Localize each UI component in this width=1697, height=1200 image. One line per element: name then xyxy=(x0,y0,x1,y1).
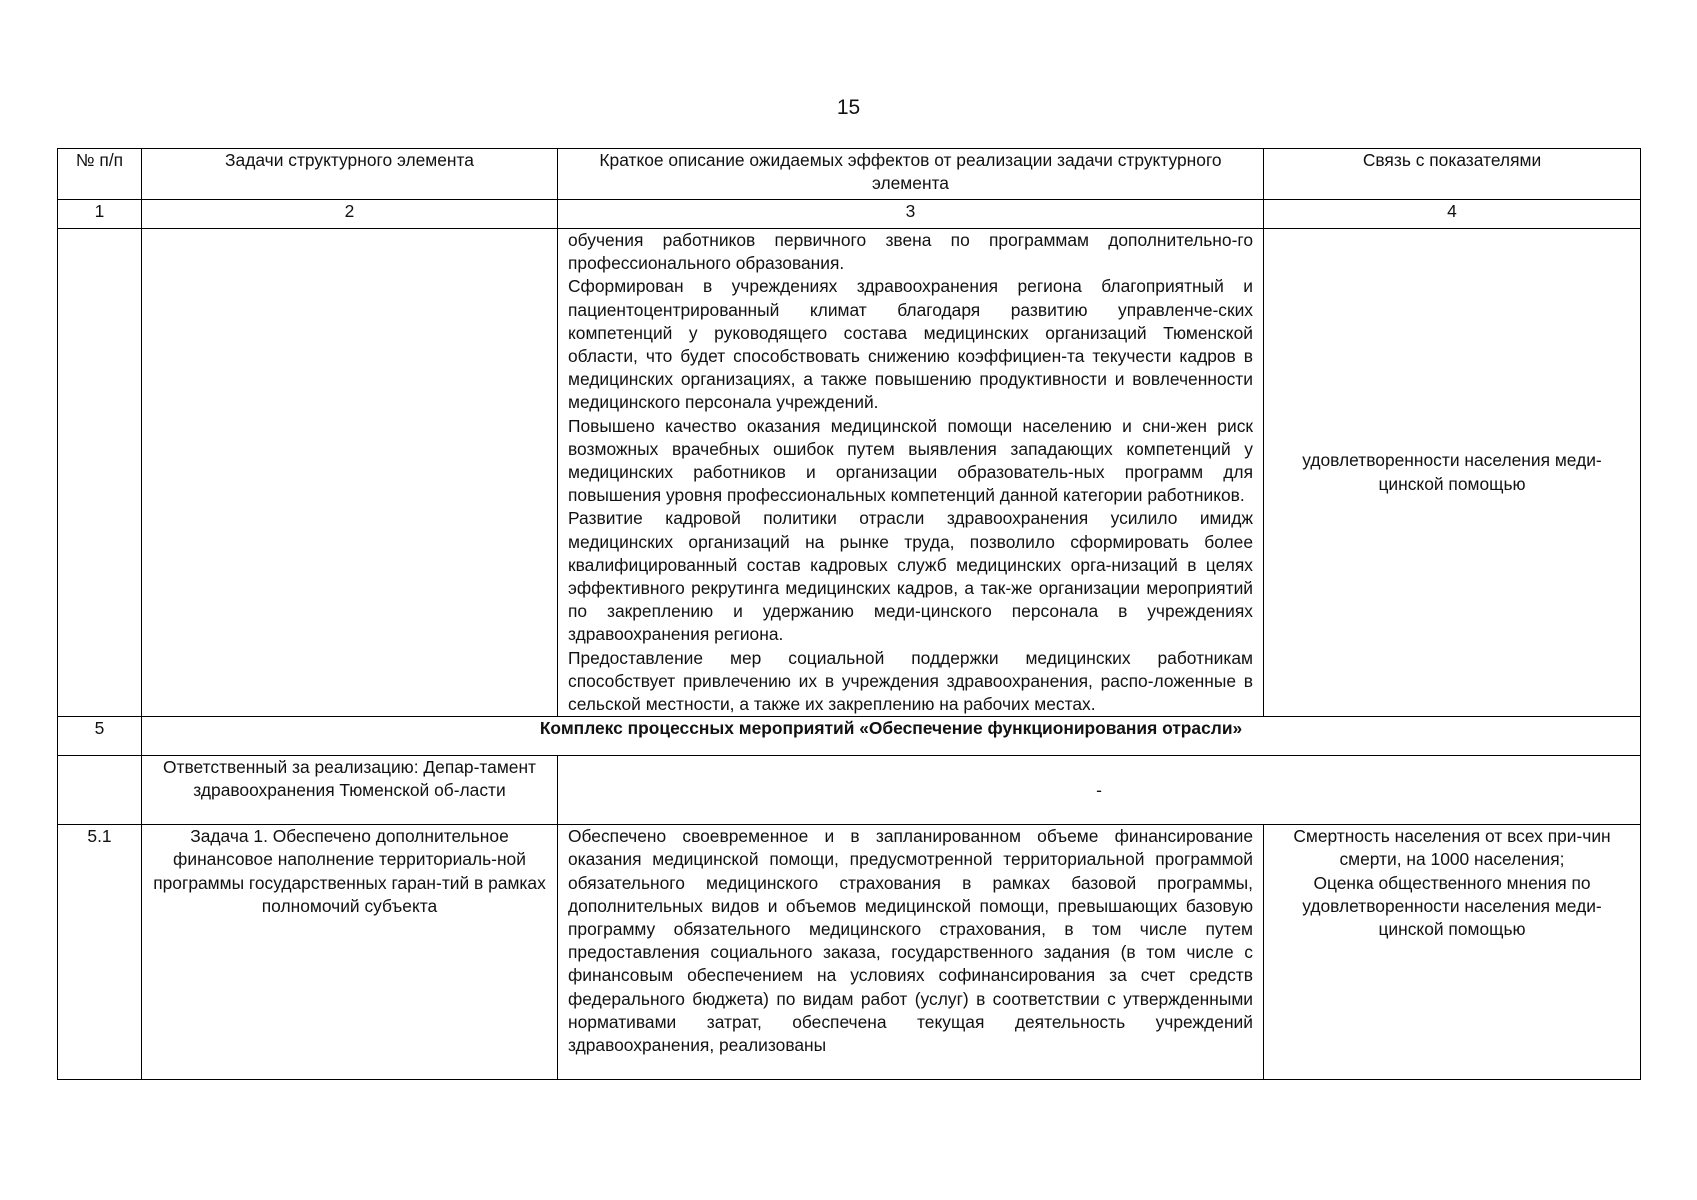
column-number: 4 xyxy=(1264,200,1641,229)
table-row xyxy=(58,229,1641,717)
description-paragraph: Развитие кадровой политики отрасли здравоохранения усилило имидж медицинских организаций на рынке труда, позволило сформировать более квалифицированный состав кадровых служб медицинских орга-низаций в целях эффективного рекрутинга медицинских кадров, а так-же организации мероприятий по закреплению и удержанию меди-цинского персонала в учреждениях здравоохранения региона. xyxy=(568,508,1253,645)
column-number: 3 xyxy=(558,200,1264,229)
header-tasks: Задачи структурного элемента xyxy=(142,149,558,200)
row-number-cell xyxy=(58,756,142,825)
responsible-value: - xyxy=(558,756,1641,825)
measures-table xyxy=(57,148,1641,1080)
column-number: 1 xyxy=(58,200,142,229)
task-cell xyxy=(142,229,558,717)
task-number: 5.1 xyxy=(58,825,142,1080)
indicator-line: Смертность населения от всех при-чин смерти, на 1000 населения; xyxy=(1293,826,1611,870)
responsible-text: Ответственный за реализацию: Депар-тамент здравоохранения Тюменской об-ласти xyxy=(142,756,558,825)
section-number: 5 xyxy=(58,717,142,756)
description-paragraph: обучения работников первичного звена по программам дополнительно-го профессионального образования. xyxy=(568,230,1253,274)
indicator-cell: удовлетворенности населения меди-цинской помощью xyxy=(1264,229,1641,717)
description-paragraph: Повышено качество оказания медицинской помощи населению и сни-жен риск возможных врачебных ошибок путем выявления западающих компетенций у медицинских работников и организации образователь-ных программ для повышения уровня профессиональных компетенций данной категории работников. xyxy=(568,415,1253,506)
column-number-row xyxy=(58,200,1641,229)
header-indicators: Связь с показателями xyxy=(1264,149,1641,200)
section-title: Комплекс процессных мероприятий «Обеспечение функционирования отрасли» xyxy=(142,717,1641,756)
page-number: 15 xyxy=(836,96,861,119)
description-paragraph: Предоставление мер социальной поддержки медицинских работникам способствует привлечению их в учреждения здравоохранения, распо-ложенные в сельской местности, а также их закреплению на рабочих местах. xyxy=(568,647,1253,715)
task-description: Обеспечено своевременное и в запланированном объеме финансирование оказания медицинской помощи, предусмотренной территориальной программой обязательного медицинского страхования в рамках базовой программы, дополнительных видов и объемов медицинской помощи, превышающих базовую программу обязательного медицинского страхования, в том числе путем предоставления социального заказа, государственного задания (в том числе с финансовым обеспечением на условиях софинансирования за счет средств федерального бюджета) по видам работ (услуг) в соответствии с утвержденными нормативами затрат, обеспечена текущая деятельность учреждений здравоохранения, реализованы xyxy=(558,825,1264,1080)
indicator-line: Оценка общественного мнения по удовлетворенности населения меди-цинской помощью xyxy=(1302,872,1602,940)
table-header-row xyxy=(58,149,1641,200)
table-row xyxy=(58,825,1641,1080)
task-indicators xyxy=(1264,825,1641,1080)
header-number: № п/п xyxy=(58,149,142,200)
row-number-cell xyxy=(58,229,142,717)
header-description: Краткое описание ожидаемых эффектов от реализации задачи структурного элемента xyxy=(558,149,1264,200)
column-number: 2 xyxy=(142,200,558,229)
section-row xyxy=(58,717,1641,756)
description-cell xyxy=(558,229,1264,717)
description-paragraph: Сформирован в учреждениях здравоохранения региона благоприятный и пациентоцентрированный климат благодаря развитию управленче-ских компетенций у руководящего состава медицинских организаций Тюменской области, что будет способствовать снижению коэффициен-та текучести кадров в медицинских организациях, а также повышению продуктивности и вовлеченности медицинского персонала учреждений. xyxy=(568,276,1253,413)
task-name: Задача 1. Обеспечено дополнительное финансовое наполнение территориаль-ной программы государственных гаран-тий в рамках полномочий субъекта xyxy=(142,825,558,1080)
responsible-row xyxy=(58,756,1641,825)
